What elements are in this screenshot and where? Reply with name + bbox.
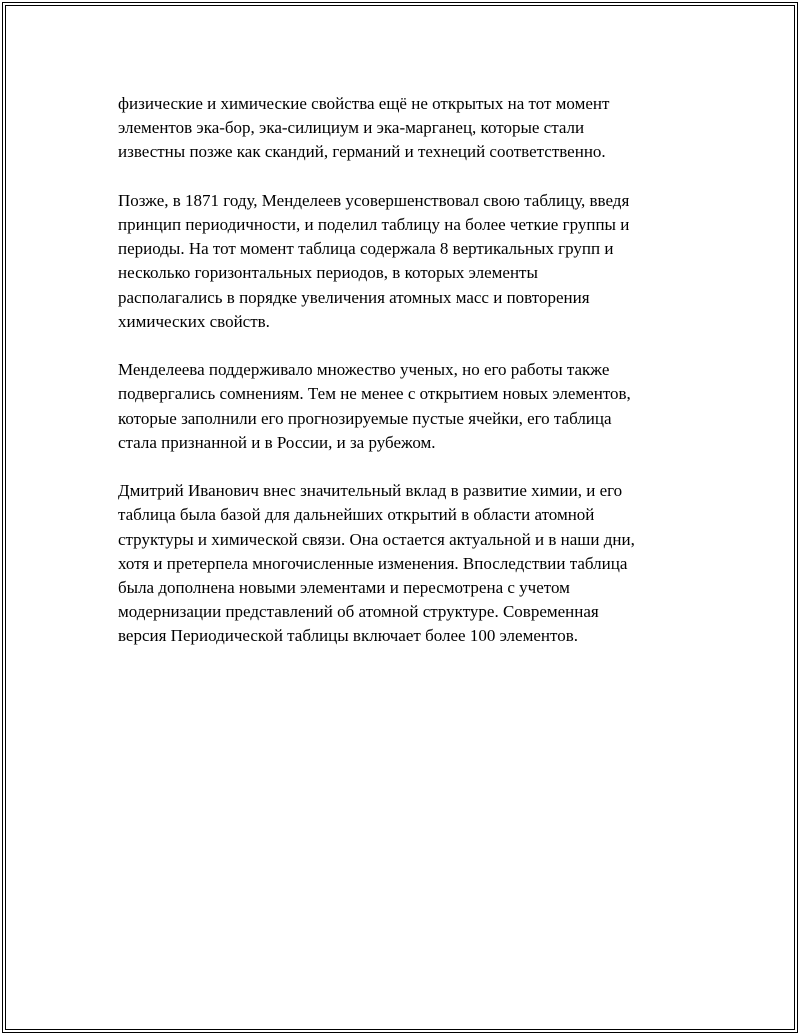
text-line: структуры и химической связи. Она остается актуальной и в наши дни, — [118, 529, 635, 549]
text-line: версия Периодической таблицы включает более 100 элементов. — [118, 626, 578, 646]
paragraph-4 — [118, 479, 698, 648]
text-line: стала признанной и в России, и за рубежом. — [118, 432, 436, 452]
document-body — [118, 92, 698, 673]
text-line: химических свойств. — [118, 311, 270, 331]
text-line: известны позже как скандий, германий и технеций соответственно. — [118, 142, 606, 162]
text-line: Позже, в 1871 году, Менделеев усовершенствовал свою таблицу, введя — [118, 190, 630, 210]
text-line: которые заполнили его прогнозируемые пустые ячейки, его таблица — [118, 408, 612, 428]
text-line: несколько горизонтальных периодов, в которых элементы — [118, 263, 538, 283]
text-line: периоды. На тот момент таблица содержала 8 вертикальных групп и — [118, 239, 614, 259]
text-line: хотя и претерпела многочисленные изменения. Впоследствии таблица — [118, 553, 628, 573]
paragraph-2 — [118, 189, 698, 334]
text-line: принцип периодичности, и поделил таблицу на более четкие группы и — [118, 215, 630, 234]
text-line: физические и химические свойства ещё не открытых на тот момент — [118, 94, 610, 113]
text-line: элементов эка-бор, эка-силициум и эка-марганец, которые стали — [118, 118, 585, 138]
text-line: Менделеева поддерживало множество ученых, но его работы также — [118, 360, 610, 380]
text-line: подвергались сомнениям. Тем не менее с открытием новых элементов, — [118, 384, 631, 404]
text-line: Дмитрий Иванович внес значительный вклад в развитие химии, и его — [118, 481, 623, 501]
text-line: таблица была базой для дальнейших открытий в области атомной — [118, 505, 595, 525]
paragraph-1 — [118, 92, 698, 165]
paragraph-3 — [118, 358, 698, 455]
text-line: располагались в порядке увеличения атомных масс и повторения — [118, 287, 590, 307]
text-line: модернизации представлений об атомной структуре. Современная — [118, 602, 599, 622]
text-line: была дополнена новыми элементами и пересмотрена с учетом — [118, 578, 570, 598]
